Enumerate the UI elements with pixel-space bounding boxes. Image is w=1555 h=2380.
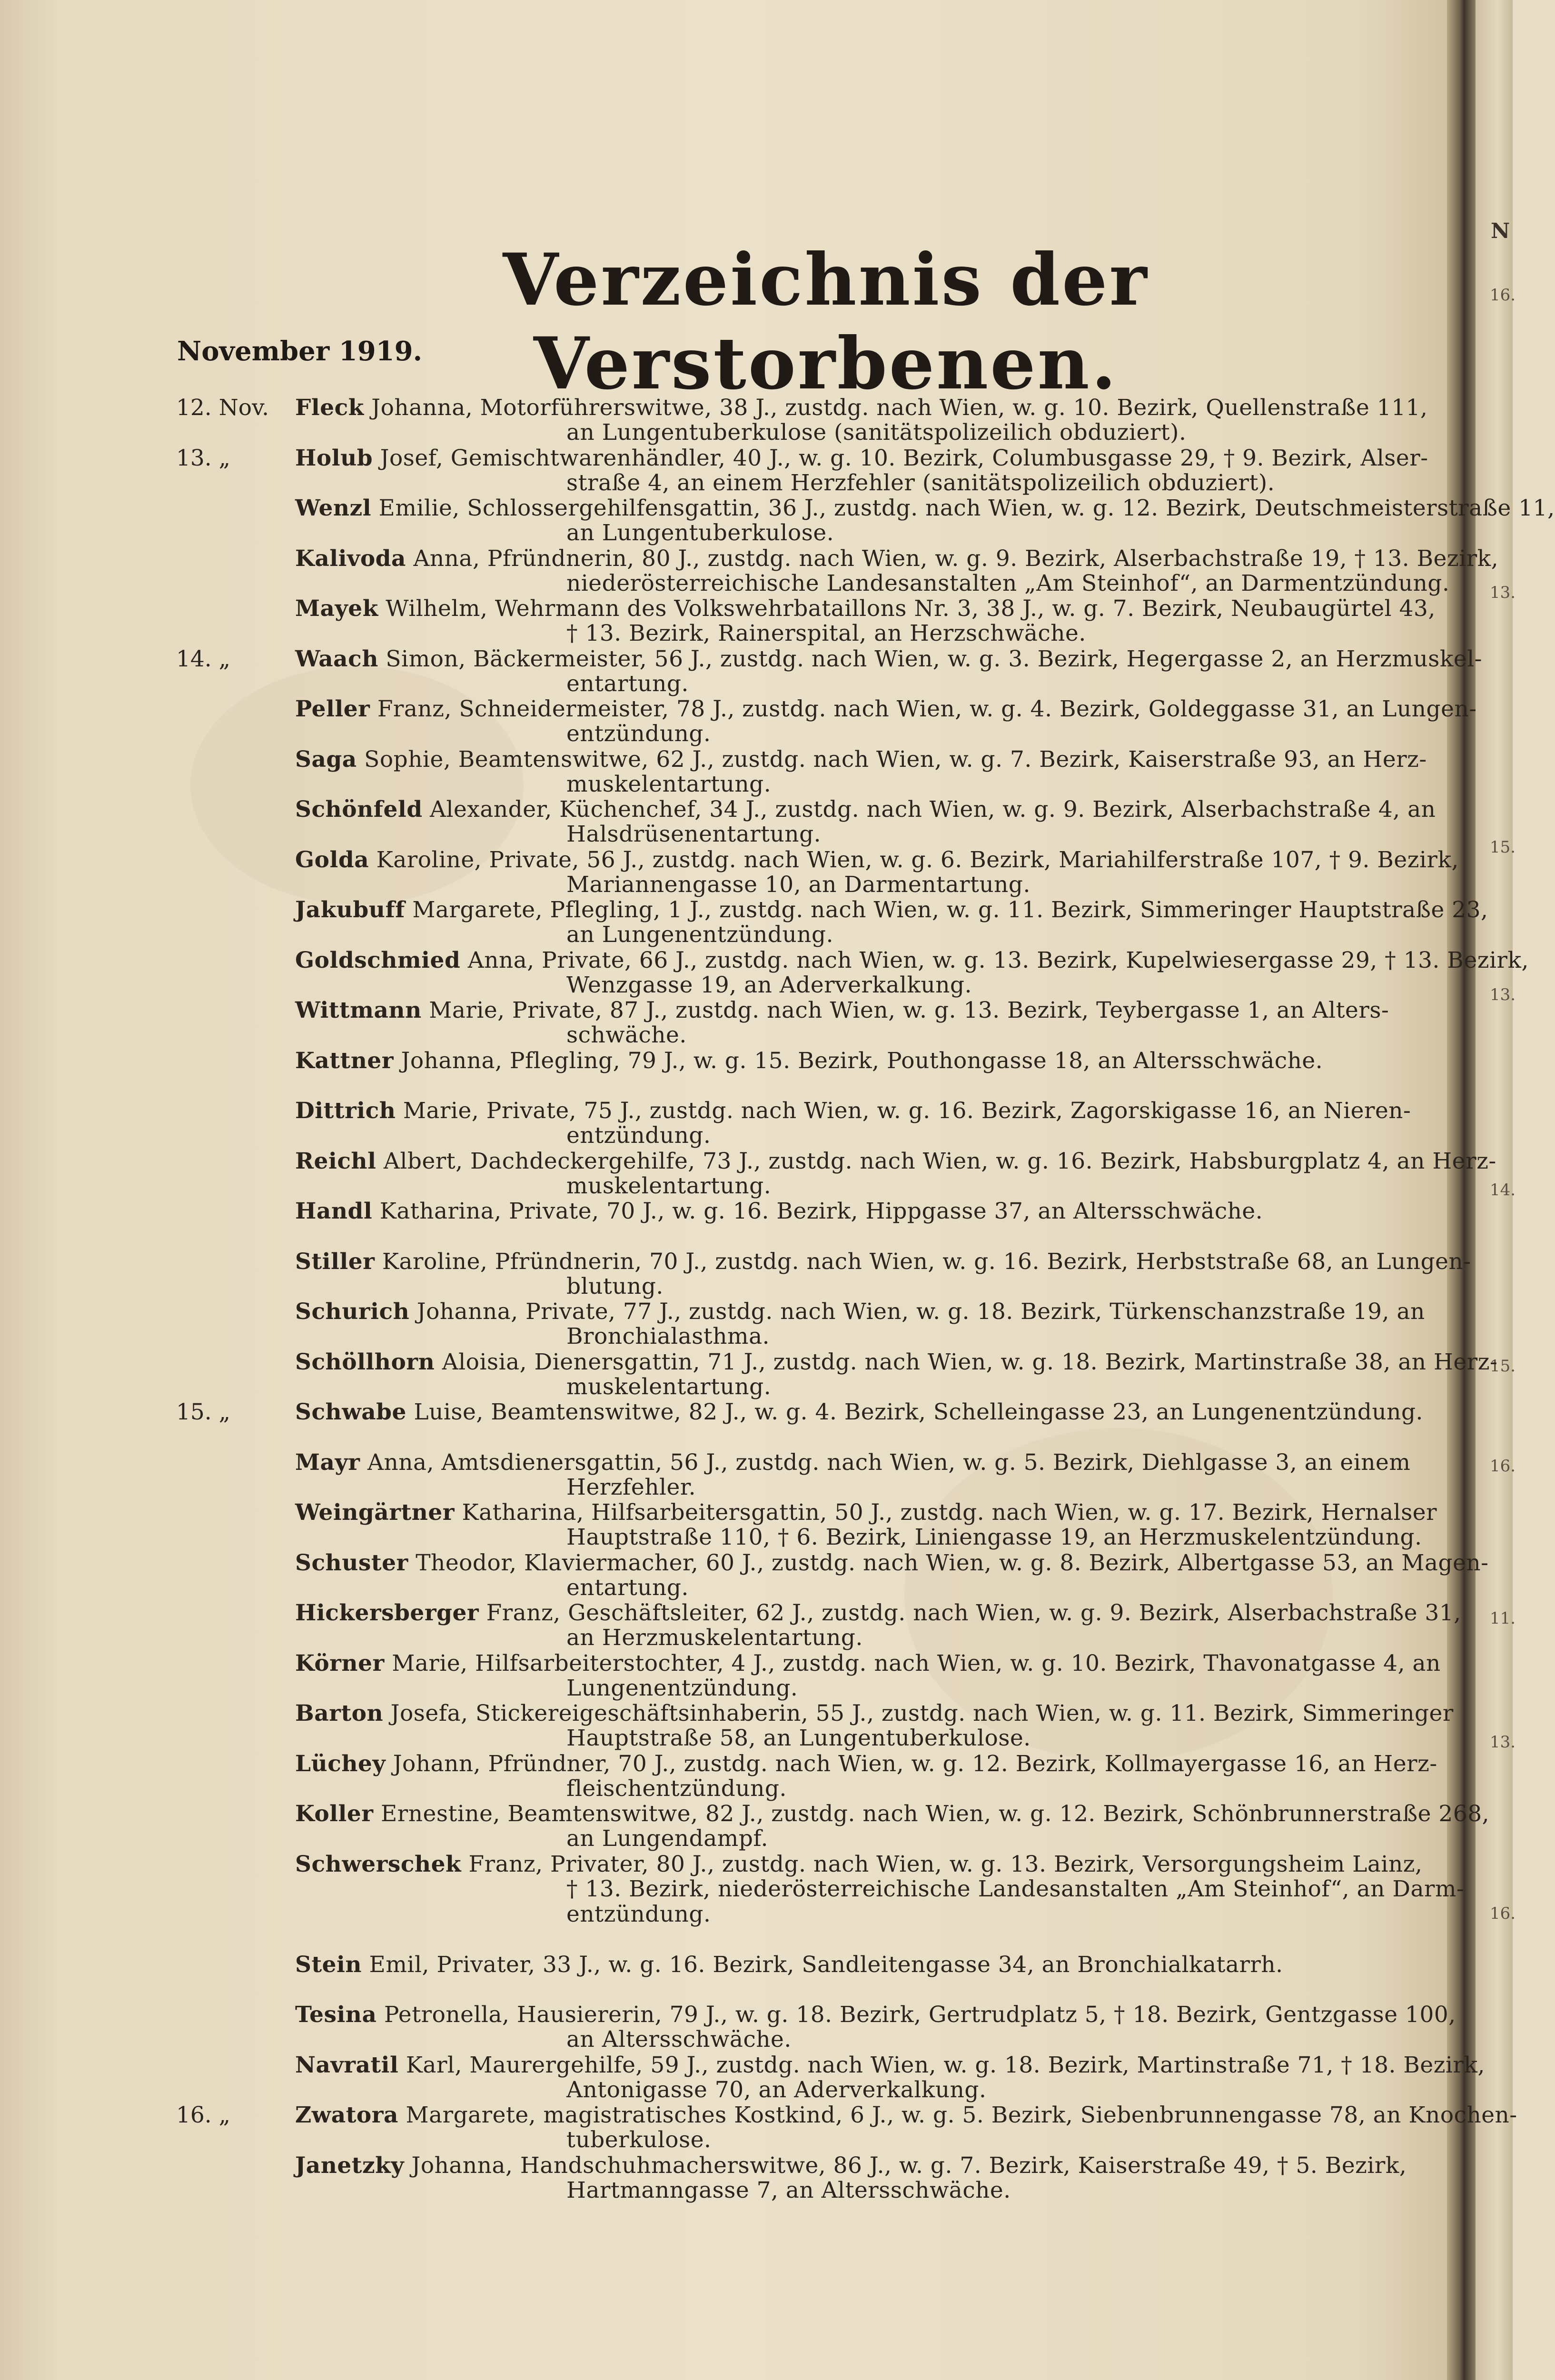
deceased-surname: Schönfeld	[295, 796, 423, 823]
entry-continuation: muskelentartung.	[566, 1373, 772, 1400]
entry-date: 15. „	[176, 1399, 231, 1425]
entry-details: Margarete, magistratisches Kostkind, 6 J., w. g. 5. Bezirk, Siebenbrunnengasse 78, an Knochen-	[406, 2102, 1517, 2128]
entry-line	[295, 1299, 1437, 1325]
entry-continuation: niederösterreichische Landesanstalten „Am Steinhof“, an Darmentzündung.	[566, 570, 1450, 596]
entry-details: Anna, Private, 66 J., zustdg. nach Wien, w. g. 13. Bezirk, Kupelwiesergasse 29, † 13. Bezirk,	[467, 947, 1529, 973]
entry-details: Marie, Hilfsarbeiterstochter, 4 J., zustdg. nach Wien, w. g. 10. Bezirk, Thavonatgasse 4, an	[392, 1650, 1441, 1676]
deceased-surname: Schwabe	[295, 1399, 406, 1425]
entry-continuation: blutung.	[566, 1273, 664, 1299]
margin-label: 13.	[1490, 985, 1516, 1004]
entry-continuation: an Lungendampf.	[566, 1825, 769, 1852]
deceased-surname: Holub	[295, 445, 373, 471]
entry-continuation: Hartmanngasse 7, an Altersschwäche.	[566, 2177, 1011, 2203]
next-page-heading-fragment: N	[1491, 219, 1510, 243]
margin-label: 14.	[1490, 1180, 1516, 1200]
entry-date: 14. „	[176, 645, 231, 672]
entry-line	[295, 797, 1437, 823]
entry-line	[295, 1098, 1437, 1124]
entry-line	[295, 747, 1437, 773]
entry-details: Marie, Private, 75 J., zustdg. nach Wien, w. g. 16. Bezirk, Zagorskigasse 16, an Nieren-	[403, 1098, 1411, 1124]
deceased-surname: Reichl	[295, 1148, 376, 1174]
entry-details: Katharina, Private, 70 J., w. g. 16. Bezirk, Hippgasse 37, an Altersschwäche.	[379, 1198, 1263, 1224]
deceased-surname: Jakubuff	[295, 897, 405, 923]
entry-details: Josef, Gemischtwarenhändler, 40 J., w. g. 10. Bezirk, Columbusgasse 29, † 9. Bezirk, Alser-	[380, 445, 1428, 471]
margin-label: 15.	[1490, 838, 1516, 857]
entry-details: Marie, Private, 87 J., zustdg. nach Wien, w. g. 13. Bezirk, Teybergasse 1, an Alters-	[429, 997, 1389, 1023]
entry-details: Josefa, Stickereigeschäftsinhaberin, 55 J., zustdg. nach Wien, w. g. 11. Bezirk, Simmeringer	[390, 1700, 1454, 1726]
entry-details: Johann, Pfründner, 70 J., zustdg. nach Wien, w. g. 12. Bezirk, Kollmayergasse 16, an Herz-	[393, 1750, 1437, 1777]
entry-continuation: Mariannengasse 10, an Darmentartung.	[566, 871, 1030, 898]
margin-label: 15.	[1490, 1357, 1516, 1376]
entry-line	[295, 1751, 1437, 1777]
deceased-surname: Schuster	[295, 1549, 408, 1576]
entry-details: Karl, Maurergehilfe, 59 J., zustdg. nach Wien, w. g. 18. Bezirk, Martinstraße 71, † 18. Bezirk,	[406, 2052, 1485, 2078]
deceased-surname: Wenzl	[295, 495, 372, 521]
entry-details: Johanna, Motorführerswitwe, 38 J., zustdg. nach Wien, w. g. 10. Bezirk, Quellenstraße 111,	[371, 395, 1428, 421]
margin-label: 13.	[1490, 1733, 1516, 1752]
entry-line	[295, 947, 1529, 973]
deceased-surname: Waach	[295, 645, 378, 672]
deceased-surname: Mayr	[295, 1449, 360, 1476]
entry-continuation: muskelentartung.	[566, 1172, 772, 1199]
entry-line	[295, 1399, 1437, 1425]
entry-line	[295, 998, 1437, 1023]
deceased-surname: Stiller	[295, 1248, 375, 1275]
entry-continuation: entzündung.	[566, 1122, 711, 1149]
deceased-surname: Wittmann	[295, 997, 422, 1023]
entry-continuation: Lungenentzündung.	[566, 1675, 798, 1701]
entry-details: Luise, Beamtenswitwe, 82 J., w. g. 4. Bezirk, Schelleingasse 23, an Lungenentzündung.	[414, 1399, 1423, 1425]
deceased-surname: Schwerschek	[295, 1851, 462, 1877]
deceased-surname: Stein	[295, 1951, 362, 1978]
entry-line	[295, 2153, 1437, 2179]
entry-details: Alexander, Küchenchef, 34 J., zustdg. nach Wien, w. g. 9. Bezirk, Alserbachstraße 4, an	[430, 796, 1436, 823]
entry-line	[295, 846, 1459, 873]
entry-line	[295, 1248, 1471, 1275]
entry-details: Johanna, Pflegling, 79 J., w. g. 15. Bezirk, Pouthongasse 18, an Altersschwäche.	[401, 1047, 1323, 1074]
deceased-surname: Golda	[295, 846, 369, 873]
entry-line	[295, 1952, 1437, 1978]
entry-details: Johanna, Handschuhmacherswitwe, 86 J., w. g. 7. Bezirk, Kaiserstraße 49, † 5. Bezirk,	[411, 2152, 1407, 2179]
entry-line	[295, 1450, 1437, 1476]
entry-details: Katharina, Hilfsarbeitersgattin, 50 J., zustdg. nach Wien, w. g. 17. Bezirk, Hernalser	[462, 1499, 1437, 1526]
entry-continuation: straße 4, an einem Herzfehler (sanitätspolizeilich obduziert).	[566, 469, 1275, 496]
entry-details: Anna, Pfründnerin, 80 J., zustdg. nach Wien, w. g. 9. Bezirk, Alserbachstraße 19, † 13. Bezirk,	[413, 545, 1499, 572]
entry-continuation: an Lungentuberkulose.	[566, 520, 834, 546]
entry-date: 13. „	[176, 445, 231, 471]
deceased-surname: Schurich	[295, 1299, 410, 1325]
entry-details: Emil, Privater, 33 J., w. g. 16. Bezirk, Sandleitengasse 34, an Bronchialkatarrh.	[369, 1951, 1283, 1978]
entry-continuation: Antonigasse 70, an Aderverkalkung.	[566, 2076, 987, 2103]
entry-line	[295, 645, 1483, 672]
deceased-surname: Barton	[295, 1700, 384, 1726]
entry-line	[295, 2102, 1517, 2128]
entry-date: 12. Nov.	[176, 395, 269, 421]
entry-line	[295, 2052, 1485, 2078]
margin-label: 16.	[1490, 1457, 1516, 1476]
entry-line	[295, 1650, 1441, 1676]
deceased-surname: Handl	[295, 1198, 373, 1224]
deceased-surname: Zwatora	[295, 2102, 398, 2128]
entry-line	[295, 1199, 1437, 1224]
entry-line	[295, 696, 1477, 722]
deceased-surname: Kattner	[295, 1047, 394, 1074]
entry-continuation: tuberkulose.	[566, 2127, 712, 2153]
entry-details: Johanna, Private, 77 J., zustdg. nach Wien, w. g. 18. Bezirk, Türkenschanzstraße 19, an	[416, 1299, 1425, 1325]
entry-details: Ernestine, Beamtenswitwe, 82 J., zustdg. nach Wien, w. g. 12. Bezirk, Schönbrunnerstraße 268,	[381, 1801, 1490, 1827]
entry-line	[295, 1048, 1437, 1074]
deceased-surname: Goldschmied	[295, 947, 461, 973]
deceased-surname: Koller	[295, 1801, 374, 1827]
entry-details: Margarete, Pflegling, 1 J., zustdg. nach Wien, w. g. 11. Bezirk, Simmeringer Hauptstraße 23,	[412, 897, 1488, 923]
entry-line	[295, 596, 1437, 622]
deceased-surname: Körner	[295, 1650, 385, 1676]
margin-label: 11.	[1490, 1609, 1516, 1628]
entry-details: Emilie, Schlossergehilfensgattin, 36 J., zustdg. nach Wien, w. g. 12. Bezirk, Deutschmeisterstraße 11,	[378, 495, 1555, 521]
entry-continuation: entartung.	[566, 670, 689, 697]
entry-details: Franz, Schneidermeister, 78 J., zustdg. nach Wien, w. g. 4. Bezirk, Goldeggasse 31, an Lungen-	[377, 696, 1477, 722]
margin-label: 13.	[1490, 583, 1516, 602]
entry-details: Sophie, Beamtenswitwe, 62 J., zustdg. nach Wien, w. g. 7. Bezirk, Kaiserstraße 93, an Herz-	[364, 746, 1427, 773]
entry-details: Theodor, Klaviermacher, 60 J., zustdg. nach Wien, w. g. 8. Bezirk, Albertgasse 53, an Magen-	[416, 1549, 1489, 1576]
entry-line	[295, 1148, 1496, 1174]
margin-label: 16.	[1490, 1904, 1516, 1923]
deceased-surname: Janetzky	[295, 2152, 405, 2179]
deceased-surname: Saga	[295, 746, 357, 773]
page-title: Verzeichnis der Verstorbenen.	[503, 238, 1149, 406]
entry-line	[295, 446, 1437, 471]
entry-details: Franz, Privater, 80 J., zustdg. nach Wien, w. g. 13. Bezirk, Versorgungsheim Lainz,	[468, 1851, 1423, 1877]
entry-continuation: an Lungentuberkulose (sanitätspolizeilich obduziert).	[566, 419, 1187, 446]
entry-continuation: an Altersschwäche.	[566, 2026, 792, 2053]
entry-line	[295, 495, 1555, 521]
entry-continuation: Wenzgasse 19, an Aderverkalkung.	[566, 972, 972, 998]
entry-continuation: entartung.	[566, 1574, 689, 1601]
entry-details: Karoline, Private, 56 J., zustdg. nach Wien, w. g. 6. Bezirk, Mariahilferstraße 107, † 9. Bezirk,	[376, 846, 1459, 873]
margin-label: 16.	[1490, 286, 1516, 305]
entry-line	[295, 1852, 1437, 1877]
entry-line	[295, 1349, 1498, 1375]
entry-continuation: Bronchialasthma.	[566, 1323, 770, 1349]
deceased-surname: Dittrich	[295, 1098, 396, 1124]
entry-continuation: Halsdrüsenentartung.	[566, 821, 822, 847]
entry-continuation: Hauptstraße 110, † 6. Bezirk, Liniengasse 19, an Herzmuskelentzündung.	[566, 1524, 1422, 1550]
entry-line	[295, 897, 1488, 923]
entry-details: Karoline, Pfründnerin, 70 J., zustdg. nach Wien, w. g. 16. Bezirk, Herbststraße 68, an Lungen-	[382, 1248, 1471, 1275]
entry-details: Aloisia, Dienersgattin, 71 J., zustdg. nach Wien, w. g. 18. Bezirk, Martinstraße 38, an Herz-	[442, 1349, 1498, 1375]
deceased-surname: Tesina	[295, 2002, 377, 2028]
entry-details: Petronella, Hausiererin, 79 J., w. g. 18. Bezirk, Gertrudplatz 5, † 18. Bezirk, Gentzgasse 100,	[384, 2002, 1456, 2028]
deceased-surname: Hickersberger	[295, 1600, 479, 1626]
entry-continuation: entzündung.	[566, 721, 711, 747]
entry-continuation: entzündung.	[566, 1901, 711, 1927]
deceased-surname: Mayek	[295, 595, 378, 622]
deceased-surname: Weingärtner	[295, 1499, 455, 1526]
entry-continuation: Herzfehler.	[566, 1474, 696, 1500]
entry-date: 16. „	[176, 2102, 231, 2128]
entry-details: Anna, Amtsdienersgattin, 56 J., zustdg. nach Wien, w. g. 5. Bezirk, Diehlgasse 3, an einem	[367, 1449, 1411, 1476]
entry-line	[295, 1700, 1454, 1726]
deceased-surname: Peller	[295, 696, 370, 722]
deceased-surname: Kalivoda	[295, 545, 406, 572]
entry-line	[295, 1549, 1489, 1576]
entry-line	[295, 1600, 1461, 1626]
entry-continuation: † 13. Bezirk, Rainerspital, an Herzschwäche.	[566, 620, 1086, 646]
deceased-surname: Fleck	[295, 395, 364, 421]
entry-continuation: an Herzmuskelentartung.	[566, 1625, 863, 1651]
entry-line	[295, 2002, 1456, 2028]
entry-line	[295, 545, 1499, 572]
entry-details: Simon, Bäckermeister, 56 J., zustdg. nach Wien, w. g. 3. Bezirk, Hegergasse 2, an Herzmuskel-	[386, 645, 1483, 672]
entry-continuation: schwäche.	[566, 1022, 687, 1048]
entry-continuation: muskelentartung.	[566, 771, 772, 797]
entry-details: Wilhelm, Wehrmann des Volkswehrbataillons Nr. 3, 38 J., w. g. 7. Bezirk, Neubaugürtel 43,	[386, 595, 1436, 622]
month-heading: November 1919.	[177, 336, 423, 367]
entry-line	[295, 395, 1437, 421]
deceased-surname: Lüchey	[295, 1750, 386, 1777]
entry-continuation: an Lungenentzündung.	[566, 922, 834, 948]
entry-continuation: † 13. Bezirk, niederösterreichische Landesanstalten „Am Steinhof“, an Darm-	[566, 1875, 1465, 1902]
entry-details: Franz, Geschäftsleiter, 62 J., zustdg. nach Wien, w. g. 9. Bezirk, Alserbachstraße 31,	[486, 1600, 1461, 1626]
entry-line	[295, 1801, 1490, 1827]
entry-details: Albert, Dachdeckergehilfe, 73 J., zustdg. nach Wien, w. g. 16. Bezirk, Habsburgplatz 4, an Herz-	[383, 1148, 1496, 1174]
entry-continuation: Hauptstraße 58, an Lungentuberkulose.	[566, 1725, 1031, 1751]
entry-line	[295, 1500, 1437, 1526]
deceased-surname: Navratil	[295, 2052, 399, 2078]
deceased-surname: Schöllhorn	[295, 1349, 435, 1375]
entry-continuation: fleischentzündung.	[566, 1775, 787, 1802]
